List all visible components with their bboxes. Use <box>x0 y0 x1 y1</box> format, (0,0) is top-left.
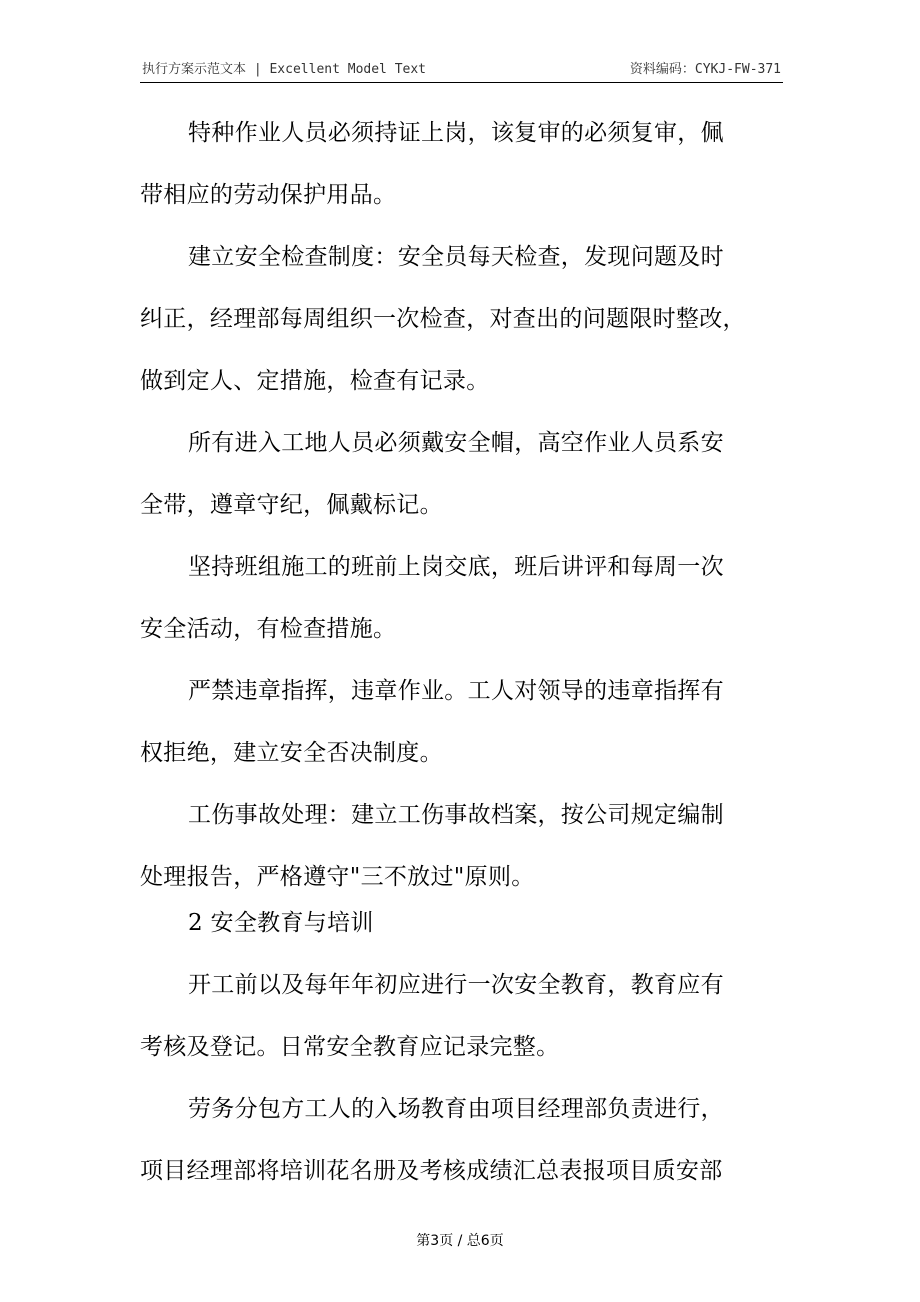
paragraph-line: 安全活动，有检查措施。 <box>140 616 397 642</box>
paragraph-line: 工伤事故处理：建立工伤事故档案，按公司规定编制 <box>188 802 724 828</box>
paragraph-line: 纠正，经理部每周组织一次检查，对查出的问题限时整改， <box>140 306 746 332</box>
section-heading: 2 安全教育与培训 <box>188 910 374 936</box>
paragraph-line: 坚持班组施工的班前上岗交底，班后讲评和每周一次 <box>188 554 724 580</box>
paragraph-line: 权拒绝，建立安全否决制度。 <box>140 740 443 766</box>
header-title: 执行方案示范文本 | Excellent Model Text <box>142 62 427 77</box>
paragraph-line: 特种作业人员必须持证上岗，该复审的必须复审，佩 <box>188 120 724 146</box>
paragraph-line: 带相应的劳动保护用品。 <box>140 182 397 208</box>
paragraph-line: 处理报告，严格遵守"三不放过"原则。 <box>140 864 535 890</box>
paragraph-line: 项目经理部将培训花名册及考核成绩汇总表报项目质安部 <box>140 1158 723 1184</box>
page-header <box>140 62 783 83</box>
paragraph-line: 严禁违章指挥，违章作业。工人对领导的违章指挥有 <box>188 678 724 704</box>
page-number: 第3页 / 总6页 <box>416 1233 504 1249</box>
paragraph-line: 全带，遵章守纪，佩戴标记。 <box>140 492 443 518</box>
header-doc-code: 资料编码：CYKJ-FW-371 <box>629 62 781 77</box>
paragraph-line: 劳务分包方工人的入场教育由项目经理部负责进行， <box>188 1096 724 1122</box>
paragraph-line: 做到定人、定措施，检查有记录。 <box>140 368 490 394</box>
paragraph-line: 开工前以及每年年初应进行一次安全教育，教育应有 <box>188 972 724 998</box>
paragraph-line: 所有进入工地人员必须戴安全帽，高空作业人员系安 <box>188 430 724 456</box>
paragraph-line: 考核及登记。日常安全教育应记录完整。 <box>140 1034 560 1060</box>
paragraph-line: 建立安全检查制度：安全员每天检查，发现问题及时 <box>188 244 724 270</box>
